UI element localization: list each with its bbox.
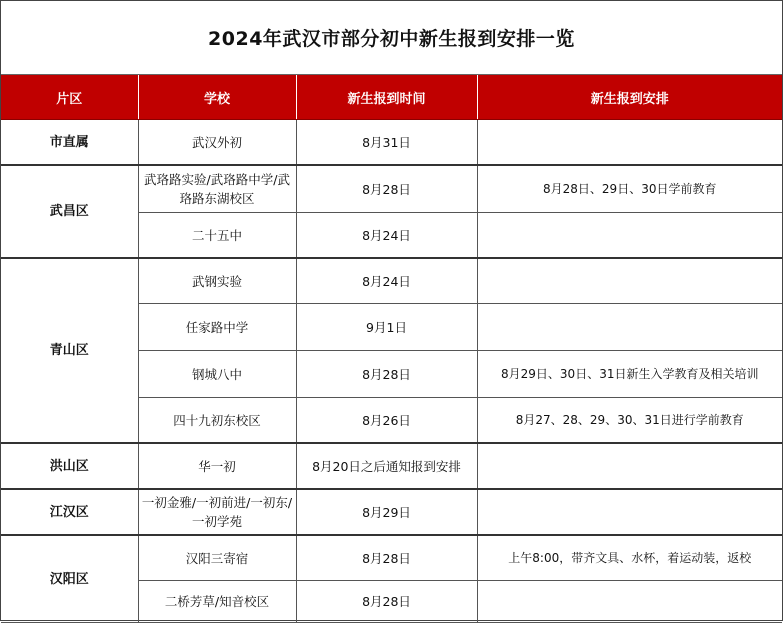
time-cell: 8月26日 [296,398,477,444]
header-district: 片区 [1,75,138,120]
time-cell: 8月28日 [296,535,477,581]
district-cell: 江汉区 [1,489,138,535]
table-row [1,258,782,304]
time-cell: 8月24日 [296,213,477,259]
arrangement-cell: 8月28日、29日、30日学前教育 [477,165,782,213]
school-cell: 任家路中学 [138,304,296,351]
table-row [1,120,782,166]
arrangement-cell: 8月27、28、29、30、31日进行学前教育 [477,398,782,444]
school-cell: 二十五中 [138,213,296,259]
time-cell: 8月28日 [296,165,477,213]
time-cell: 8月31日 [296,120,477,166]
school-cell: 一初金雅/一初前进/一初东/一初学苑 [138,489,296,535]
school-cell: 武钢实验 [138,258,296,304]
school-cell: 四十九初东校区 [138,398,296,444]
arrangement-cell: 8月29日、30日、31日新生入学教育及相关培训 [477,351,782,398]
school-cell: 武珞路实验/武珞路中学/武珞路东湖校区 [138,165,296,213]
district-cell: 武昌区 [1,165,138,258]
school-cell: 二桥芳草/知音校区 [138,581,296,623]
arrangement-cell [477,120,782,166]
table-row [1,535,782,581]
time-cell: 9月1日 [296,304,477,351]
arrangement-cell [477,581,782,623]
table-row [1,443,782,489]
time-cell: 8月28日 [296,351,477,398]
header-arrangement: 新生报到安排 [477,75,782,120]
header-row [1,75,782,120]
table-row [1,165,782,213]
school-cell: 汉阳三寄宿 [138,535,296,581]
arrangement-cell: 上午8:00，带齐文具、水杯，着运动装，返校 [477,535,782,581]
page-title: 2024年武汉市部分初中新生报到安排一览 [1,1,782,75]
schedule-table [1,75,782,623]
table-row [1,489,782,535]
header-time: 新生报到时间 [296,75,477,120]
arrangement-cell [477,304,782,351]
time-cell: 8月29日 [296,489,477,535]
arrangement-cell [477,443,782,489]
district-cell: 洪山区 [1,443,138,489]
time-cell: 8月28日 [296,581,477,623]
district-cell: 市直属 [1,120,138,166]
district-cell: 青山区 [1,258,138,443]
arrangement-cell [477,258,782,304]
school-cell: 华一初 [138,443,296,489]
time-cell: 8月24日 [296,258,477,304]
arrangement-cell [477,213,782,259]
district-cell: 汉阳区 [1,535,138,623]
arrangement-cell [477,489,782,535]
header-school: 学校 [138,75,296,120]
school-cell: 钢城八中 [138,351,296,398]
school-cell: 武汉外初 [138,120,296,166]
time-cell: 8月20日之后通知报到安排 [296,443,477,489]
